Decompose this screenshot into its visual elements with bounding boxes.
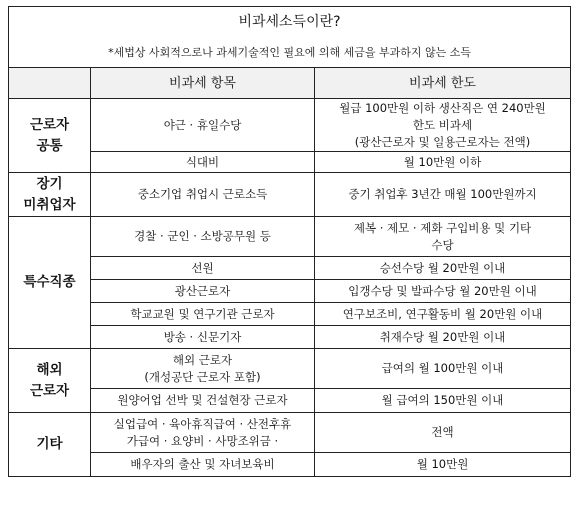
limit-cell: 취재수당 월 20만원 이내 — [315, 326, 571, 349]
limit-cell: 입갱수당 및 발파수당 월 20만원 이내 — [315, 280, 571, 303]
limit-cell: 월 10만원 이하 — [315, 152, 571, 173]
item-cell: 식대비 — [91, 152, 315, 173]
limit-cell: 제복 · 제모 · 제화 구입비용 및 기타 수당 — [315, 217, 571, 257]
item-cell: 실업급여 · 육아휴직급여 · 산전후휴 가급여 · 요양비 · 사망조위금 · — [91, 413, 315, 453]
document — [8, 6, 570, 518]
item-cell: 선원 — [91, 257, 315, 280]
item-cell: 중소기업 취업시 근로소득 — [91, 173, 315, 217]
table-title: 비과세소득이란? — [9, 7, 571, 38]
limit-cell: 월 10만원 — [315, 453, 571, 477]
item-cell: 야근 · 휴일수당 — [91, 99, 315, 152]
item-cell: 학교교원 및 연구기관 근로자 — [91, 303, 315, 326]
limit-cell: 중기 취업후 3년간 매월 100만원까지 — [315, 173, 571, 217]
limit-cell: 승선수당 월 20만원 이내 — [315, 257, 571, 280]
definition-note: *세법상 사회적으로나 과세기술적인 필요에 의해 세금을 부과하지 않는 소득 — [9, 37, 571, 68]
item-cell: 원양어업 선박 및 건설현장 근로자 — [91, 389, 315, 413]
group-label: 장기 미취업자 — [9, 173, 91, 217]
item-cell: 방송 · 신문기자 — [91, 326, 315, 349]
limit-cell: 전액 — [315, 413, 571, 453]
group-label: 기타 — [9, 413, 91, 477]
group-label: 근로자 공통 — [9, 99, 91, 173]
limit-cell: 급여의 월 100만원 이내 — [315, 349, 571, 389]
tax-exempt-table — [8, 6, 571, 477]
item-cell: 경찰 · 군인 · 소방공무원 등 — [91, 217, 315, 257]
limit-cell: 월 급여의 150만원 이내 — [315, 389, 571, 413]
item-cell: 광산근로자 — [91, 280, 315, 303]
limit-cell: 연구보조비, 연구활동비 월 20만원 이내 — [315, 303, 571, 326]
item-cell: 해외 근로자 (개성공단 근로자 포함) — [91, 349, 315, 389]
limit-cell: 월급 100만원 이하 생산직은 연 240만원 한도 비과세 (광산근로자 및 일용근로자는 전액) — [315, 99, 571, 152]
group-label: 해외 근로자 — [9, 349, 91, 413]
item-cell: 배우자의 출산 및 자녀보육비 — [91, 453, 315, 477]
header-blank — [9, 68, 91, 99]
header-item: 비과세 항목 — [91, 68, 315, 99]
header-limit: 비과세 한도 — [315, 68, 571, 99]
group-label: 특수직종 — [9, 217, 91, 349]
